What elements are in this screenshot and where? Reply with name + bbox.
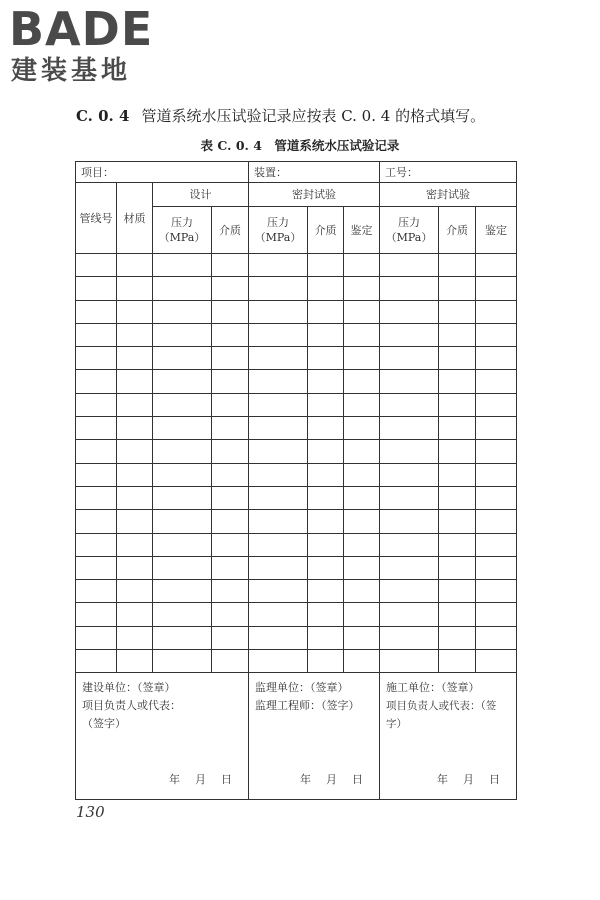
table-cell[interactable] [380, 463, 439, 486]
table-cell[interactable] [76, 300, 117, 323]
table-cell[interactable] [439, 650, 476, 673]
table-cell[interactable] [76, 417, 117, 440]
table-cell[interactable] [476, 323, 517, 346]
signature-supervisor-org: 监理单位：（签章） [255, 681, 349, 695]
table-cell[interactable] [212, 277, 249, 300]
table-cell[interactable] [439, 323, 476, 346]
table-cell[interactable] [153, 463, 212, 486]
table-cell[interactable] [212, 626, 249, 649]
signature-contractor-person: 项目负责人或代表：（签字） [386, 700, 497, 731]
table-cell[interactable] [212, 486, 249, 509]
table-cell[interactable] [153, 347, 212, 370]
data-rows [76, 254, 517, 673]
table-cell[interactable] [380, 580, 439, 603]
table-row [76, 254, 517, 277]
table-cell[interactable] [212, 370, 249, 393]
table-cell[interactable] [344, 393, 380, 416]
table-row [76, 533, 517, 556]
clause-body: 管道系统水压试验记录应按表 C. 0. 4 的格式填写。 [141, 107, 486, 125]
bade-logo [9, 4, 179, 90]
table-cell[interactable] [476, 626, 517, 649]
unit-field[interactable]: 装置： [249, 162, 380, 183]
table-cell[interactable] [153, 323, 212, 346]
table-cell[interactable] [476, 417, 517, 440]
table-cell[interactable] [344, 580, 380, 603]
table-cell[interactable] [476, 277, 517, 300]
header-seal-test-1: 密封试验 [249, 183, 380, 207]
table-cell[interactable] [117, 510, 153, 533]
table-cell[interactable] [76, 626, 117, 649]
header-seal2-appraisal: 鉴定 [476, 207, 517, 254]
signature-owner-date: 年 月 日 [169, 773, 234, 787]
table-cell[interactable] [117, 300, 153, 323]
table-cell[interactable] [117, 556, 153, 579]
table-row [76, 370, 517, 393]
table-cell[interactable] [249, 603, 308, 626]
header-design: 设计 [153, 183, 249, 207]
table-cell[interactable] [308, 650, 344, 673]
table-cell[interactable] [76, 650, 117, 673]
table-cell[interactable] [212, 510, 249, 533]
table-cell[interactable] [249, 556, 308, 579]
signature-contractor[interactable] [380, 673, 517, 800]
table-cell[interactable] [308, 463, 344, 486]
table-cell[interactable] [308, 486, 344, 509]
table-cell[interactable] [76, 393, 117, 416]
table-cell[interactable] [344, 440, 380, 463]
table-cell[interactable] [439, 347, 476, 370]
table-cell[interactable] [76, 463, 117, 486]
table-cell[interactable] [153, 650, 212, 673]
table-cell[interactable] [308, 300, 344, 323]
table-cell[interactable] [380, 254, 439, 277]
table-title: 表 C. 0. 4 管道系统水压试验记录 [200, 138, 400, 153]
table-cell[interactable] [380, 300, 439, 323]
table-cell[interactable] [249, 347, 308, 370]
table-cell[interactable] [212, 463, 249, 486]
table-cell[interactable] [476, 347, 517, 370]
table-row [76, 486, 517, 509]
table-cell[interactable] [476, 486, 517, 509]
header-seal2-pressure: 压力 （MPa） [380, 207, 439, 254]
table-row [76, 556, 517, 579]
table-cell[interactable] [212, 347, 249, 370]
table-cell[interactable] [344, 626, 380, 649]
table-cell[interactable] [117, 347, 153, 370]
table-cell[interactable] [439, 486, 476, 509]
signature-owner-org: 建设单位：（签章） [82, 681, 176, 695]
table-cell[interactable] [439, 417, 476, 440]
signature-contractor-org: 施工单位：（签章） [386, 681, 480, 695]
table-cell[interactable] [117, 463, 153, 486]
table-cell[interactable] [76, 603, 117, 626]
table-cell[interactable] [76, 580, 117, 603]
table-cell[interactable] [308, 393, 344, 416]
table-cell[interactable] [153, 556, 212, 579]
table-cell[interactable] [308, 277, 344, 300]
table-cell[interactable] [308, 440, 344, 463]
table-cell[interactable] [212, 533, 249, 556]
table-cell[interactable] [380, 347, 439, 370]
table-cell[interactable] [76, 486, 117, 509]
table-cell[interactable] [476, 533, 517, 556]
table-cell[interactable] [476, 254, 517, 277]
table-cell[interactable] [344, 323, 380, 346]
table-cell[interactable] [439, 556, 476, 579]
table-cell[interactable] [344, 603, 380, 626]
table-cell[interactable] [344, 486, 380, 509]
table-cell[interactable] [380, 510, 439, 533]
table-cell[interactable] [249, 650, 308, 673]
table-row [76, 510, 517, 533]
table-cell[interactable] [117, 580, 153, 603]
table-cell[interactable] [380, 277, 439, 300]
clause-text [76, 106, 576, 126]
table-cell[interactable] [117, 440, 153, 463]
table-row [76, 417, 517, 440]
table-cell[interactable] [476, 603, 517, 626]
table-cell[interactable] [476, 393, 517, 416]
table-cell[interactable] [344, 510, 380, 533]
table-cell[interactable] [344, 277, 380, 300]
table-cell[interactable] [117, 603, 153, 626]
table-cell[interactable] [380, 533, 439, 556]
table-cell[interactable] [117, 650, 153, 673]
header-design-medium: 介质 [212, 207, 249, 254]
table-cell[interactable] [117, 533, 153, 556]
table-cell[interactable] [439, 533, 476, 556]
header-material: 材质 [117, 183, 153, 254]
table-cell[interactable] [249, 417, 308, 440]
table-cell[interactable] [212, 393, 249, 416]
table-cell[interactable] [153, 603, 212, 626]
table-cell[interactable] [117, 486, 153, 509]
table-cell[interactable] [249, 254, 308, 277]
table-cell[interactable] [439, 463, 476, 486]
table-cell[interactable] [344, 533, 380, 556]
table-cell[interactable] [344, 650, 380, 673]
table-cell[interactable] [117, 370, 153, 393]
table-cell[interactable] [249, 323, 308, 346]
table-cell[interactable] [439, 440, 476, 463]
signature-supervisor-date: 年 月 日 [300, 773, 365, 787]
table-cell[interactable] [212, 440, 249, 463]
table-cell[interactable] [308, 626, 344, 649]
table-cell[interactable] [249, 533, 308, 556]
table-cell[interactable] [308, 347, 344, 370]
table-cell[interactable] [76, 323, 117, 346]
table-cell[interactable] [439, 626, 476, 649]
table-cell[interactable] [308, 254, 344, 277]
table-cell[interactable] [249, 486, 308, 509]
table-cell[interactable] [439, 277, 476, 300]
table-cell[interactable] [153, 277, 212, 300]
table-row [76, 626, 517, 649]
table-cell[interactable] [476, 510, 517, 533]
table-cell[interactable] [153, 510, 212, 533]
table-cell[interactable] [380, 440, 439, 463]
table-cell[interactable] [76, 440, 117, 463]
signature-owner[interactable] [76, 673, 249, 800]
table-row [76, 440, 517, 463]
table-cell[interactable] [153, 300, 212, 323]
header-line-no: 管线号 [76, 183, 117, 254]
table-cell[interactable] [380, 323, 439, 346]
table-cell[interactable] [344, 370, 380, 393]
table-cell[interactable] [249, 510, 308, 533]
info-row [76, 162, 517, 183]
table-cell[interactable] [212, 254, 249, 277]
clause-number: C. 0. 4 [76, 107, 130, 125]
table-cell[interactable] [439, 580, 476, 603]
signature-supervisor-person: 监理工程师：（签字） [255, 699, 360, 713]
table-cell[interactable] [153, 626, 212, 649]
signature-row [76, 673, 517, 800]
table-cell[interactable] [76, 556, 117, 579]
table-cell[interactable] [212, 603, 249, 626]
logo-word: BADE [9, 2, 154, 56]
table-cell[interactable] [76, 510, 117, 533]
table-cell[interactable] [344, 463, 380, 486]
logo-subtitle: 建装基地 [11, 56, 132, 86]
table-row [76, 603, 517, 626]
table-row [76, 580, 517, 603]
table-cell[interactable] [380, 626, 439, 649]
table-cell[interactable] [153, 533, 212, 556]
table-cell[interactable] [476, 556, 517, 579]
signature-supervisor[interactable] [249, 673, 380, 800]
table-cell[interactable] [153, 370, 212, 393]
table-row [76, 347, 517, 370]
table-cell[interactable] [76, 347, 117, 370]
table-cell[interactable] [153, 393, 212, 416]
table-row [76, 300, 517, 323]
table-cell[interactable] [380, 556, 439, 579]
table-row [76, 463, 517, 486]
table-cell[interactable] [308, 370, 344, 393]
table-cell[interactable] [117, 393, 153, 416]
header-seal2-medium: 介质 [439, 207, 476, 254]
table-row [76, 277, 517, 300]
table-cell[interactable] [249, 626, 308, 649]
table-cell[interactable] [153, 254, 212, 277]
table-cell[interactable] [476, 370, 517, 393]
table-cell[interactable] [344, 347, 380, 370]
header-seal1-appraisal: 鉴定 [344, 207, 380, 254]
header-seal1-pressure: 压力 （MPa） [249, 207, 308, 254]
table-cell[interactable] [212, 417, 249, 440]
table-cell[interactable] [439, 603, 476, 626]
table-cell[interactable] [344, 417, 380, 440]
header-design-pressure: 压力 （MPa） [153, 207, 212, 254]
header-row-1 [76, 183, 517, 207]
table-row [76, 650, 517, 673]
table-cell[interactable] [249, 440, 308, 463]
page-number: 130 [76, 803, 105, 821]
table-cell[interactable] [117, 417, 153, 440]
project-field[interactable]: 项目： [76, 162, 249, 183]
table-cell[interactable] [439, 393, 476, 416]
table-cell[interactable] [439, 254, 476, 277]
table-cell[interactable] [249, 580, 308, 603]
table-cell[interactable] [476, 463, 517, 486]
table-cell[interactable] [308, 510, 344, 533]
signature-owner-extra: （签字） [82, 717, 126, 731]
table-cell[interactable] [308, 533, 344, 556]
table-cell[interactable] [439, 510, 476, 533]
table-cell[interactable] [212, 323, 249, 346]
job-no-field[interactable]: 工号： [380, 162, 517, 183]
signature-contractor-date: 年 月 日 [437, 773, 502, 787]
table-cell[interactable] [117, 254, 153, 277]
table-cell[interactable] [380, 650, 439, 673]
table-cell[interactable] [380, 417, 439, 440]
table-cell[interactable] [344, 556, 380, 579]
header-seal-test-2: 密封试验 [380, 183, 517, 207]
table-cell[interactable] [117, 323, 153, 346]
table-cell[interactable] [249, 370, 308, 393]
table-cell[interactable] [380, 370, 439, 393]
table-cell[interactable] [153, 486, 212, 509]
signature-owner-person: 项目负责人或代表： [82, 699, 181, 713]
table-cell[interactable] [308, 417, 344, 440]
table-cell[interactable] [212, 580, 249, 603]
table-cell[interactable] [76, 254, 117, 277]
table-cell[interactable] [76, 533, 117, 556]
table-cell[interactable] [308, 580, 344, 603]
table-cell[interactable] [308, 556, 344, 579]
table-cell[interactable] [249, 393, 308, 416]
table-row [76, 393, 517, 416]
table-cell[interactable] [153, 417, 212, 440]
table-cell[interactable] [212, 300, 249, 323]
table-cell[interactable] [249, 300, 308, 323]
table-cell[interactable] [117, 626, 153, 649]
table-cell[interactable] [153, 440, 212, 463]
table-cell[interactable] [117, 277, 153, 300]
table-cell[interactable] [476, 440, 517, 463]
table-cell[interactable] [153, 580, 212, 603]
table-cell[interactable] [476, 650, 517, 673]
table-cell[interactable] [249, 463, 308, 486]
table-cell[interactable] [439, 300, 476, 323]
header-seal1-medium: 介质 [308, 207, 344, 254]
hydrostatic-test-record-table [75, 161, 517, 800]
table-cell[interactable] [344, 300, 380, 323]
table-cell[interactable] [476, 300, 517, 323]
table-cell[interactable] [76, 277, 117, 300]
table-row [76, 323, 517, 346]
table-cell[interactable] [308, 323, 344, 346]
table-cell[interactable] [344, 254, 380, 277]
table-cell[interactable] [380, 393, 439, 416]
table-cell[interactable] [212, 650, 249, 673]
table-cell[interactable] [439, 370, 476, 393]
table-cell[interactable] [308, 603, 344, 626]
table-cell[interactable] [76, 370, 117, 393]
table-cell[interactable] [476, 580, 517, 603]
table-cell[interactable] [212, 556, 249, 579]
table-cell[interactable] [249, 277, 308, 300]
table-cell[interactable] [380, 486, 439, 509]
table-cell[interactable] [380, 603, 439, 626]
